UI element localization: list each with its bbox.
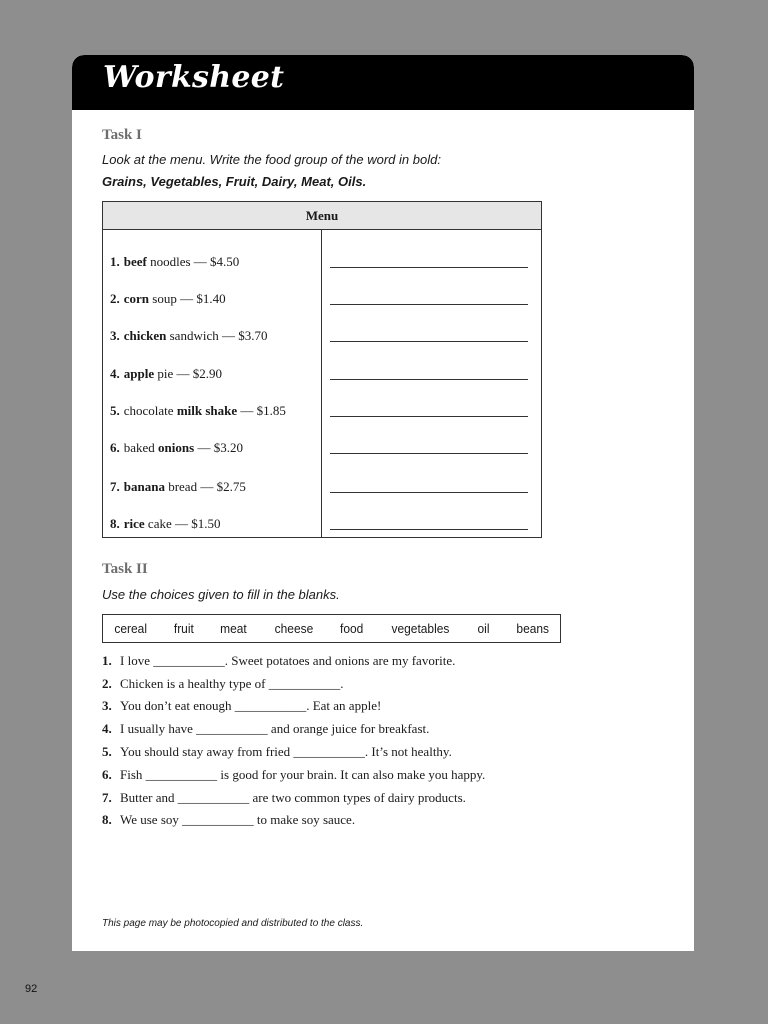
menu-item-rest: sandwich — $3.70 [166, 328, 268, 343]
sentence-text: We use soy ___________ to make soy sauce. [120, 812, 356, 827]
menu-item-bold-word: banana [123, 479, 165, 494]
word-bank-item: cereal [114, 621, 148, 636]
menu-item-number: 1. [110, 254, 120, 269]
photocopy-note: This page may be photocopied and distributed to the class. [102, 918, 364, 929]
word-bank-item: meat [220, 621, 248, 636]
sentence-text: You should stay away from fried ___________. It’s not healthy. [120, 744, 452, 759]
menu-item-number: 5. [110, 403, 120, 418]
fill-in-sentence [102, 744, 452, 760]
sentence-number: 8. [102, 812, 112, 827]
task1-food-groups: Grains, Vegetables, Fruit, Dairy, Meat, Oils. [102, 174, 367, 189]
page-title: Worksheet [103, 60, 285, 95]
page-number: 92 [25, 983, 38, 995]
menu-item-rest: bread — $2.75 [164, 479, 246, 494]
menu-item-bold-word: milk shake [176, 403, 238, 418]
task1-instruction: Look at the menu. Write the food group of the word in bold: [102, 152, 441, 167]
menu-item [110, 479, 246, 495]
sentence-text: I love ___________. Sweet potatoes and onions are my favorite. [120, 653, 456, 668]
menu-item-bold-word: onions [158, 440, 195, 455]
word-bank-item: beans [515, 621, 549, 636]
sentence-number: 1. [102, 653, 112, 668]
menu-item [110, 403, 286, 419]
answer-blank[interactable] [330, 529, 528, 530]
sentence-text: Butter and ___________ are two common types of dairy products. [120, 790, 466, 805]
menu-item-number: 6. [110, 440, 120, 455]
sentence-text: Fish ___________ is good for your brain. It can also make you happy. [120, 767, 486, 782]
sentence-text: You don’t eat enough ___________. Eat an apple! [120, 698, 382, 713]
task2-heading: Task II [102, 561, 148, 577]
menu-item [110, 291, 226, 307]
menu-item-bold-word: apple [123, 366, 155, 381]
word-bank-item: vegetables [391, 621, 450, 636]
menu-item [110, 254, 239, 270]
menu-item-prefix: chocolate [123, 403, 177, 418]
menu-item-rest: cake — $1.50 [144, 516, 221, 531]
answer-blank[interactable] [330, 304, 528, 305]
fill-in-sentence [102, 767, 485, 783]
menu-item-rest: — $3.20 [194, 440, 243, 455]
menu-item-bold-word: rice [123, 516, 145, 531]
word-bank-item: fruit [173, 621, 194, 636]
word-bank-item: food [340, 621, 364, 636]
menu-item-number: 2. [110, 291, 120, 306]
answer-blank[interactable] [330, 416, 528, 417]
answer-blank[interactable] [330, 341, 528, 342]
word-bank-item: oil [477, 621, 490, 636]
menu-item-rest: noodles — $4.50 [146, 254, 240, 269]
answer-blank[interactable] [330, 379, 528, 380]
menu-item-number: 7. [110, 479, 120, 494]
sentence-text: I usually have ___________ and orange juice for breakfast. [120, 721, 430, 736]
menu-column-divider [321, 230, 322, 537]
menu-item [110, 516, 220, 532]
sentence-number: 6. [102, 767, 112, 782]
answer-blank[interactable] [330, 492, 528, 493]
menu-item-bold-word: beef [123, 254, 147, 269]
fill-in-sentence [102, 790, 466, 806]
menu-item-rest: — $1.85 [237, 403, 286, 418]
sentence-number: 2. [102, 676, 112, 691]
menu-item-prefix: baked [123, 440, 159, 455]
menu-item [110, 328, 267, 344]
menu-item-rest: soup — $1.40 [149, 291, 226, 306]
sentence-text: Chicken is a healthy type of ___________. [120, 676, 344, 691]
fill-in-sentence [102, 812, 355, 828]
answer-blank[interactable] [330, 267, 528, 268]
fill-in-sentence [102, 698, 381, 714]
menu-item-number: 3. [110, 328, 120, 343]
menu-table-header: Menu [103, 202, 541, 230]
menu-table [102, 201, 542, 538]
sentence-number: 7. [102, 790, 112, 805]
task1-heading: Task I [102, 127, 142, 143]
answer-blank[interactable] [330, 453, 528, 454]
menu-item [110, 440, 243, 456]
sentence-number: 5. [102, 744, 112, 759]
menu-item [110, 366, 222, 382]
fill-in-sentence [102, 653, 455, 669]
task2-instruction: Use the choices given to fill in the blanks. [102, 587, 340, 602]
title-banner [72, 55, 694, 110]
worksheet-page [72, 55, 694, 951]
fill-in-sentence [102, 721, 429, 737]
word-bank [102, 614, 561, 643]
fill-in-sentence [102, 676, 344, 692]
menu-item-rest: pie — $2.90 [154, 366, 222, 381]
sentence-number: 4. [102, 721, 112, 736]
word-bank-item: cheese [274, 621, 314, 636]
menu-item-number: 8. [110, 516, 120, 531]
menu-item-bold-word: chicken [123, 328, 167, 343]
menu-item-number: 4. [110, 366, 120, 381]
menu-item-bold-word: corn [123, 291, 150, 306]
sentence-number: 3. [102, 698, 112, 713]
